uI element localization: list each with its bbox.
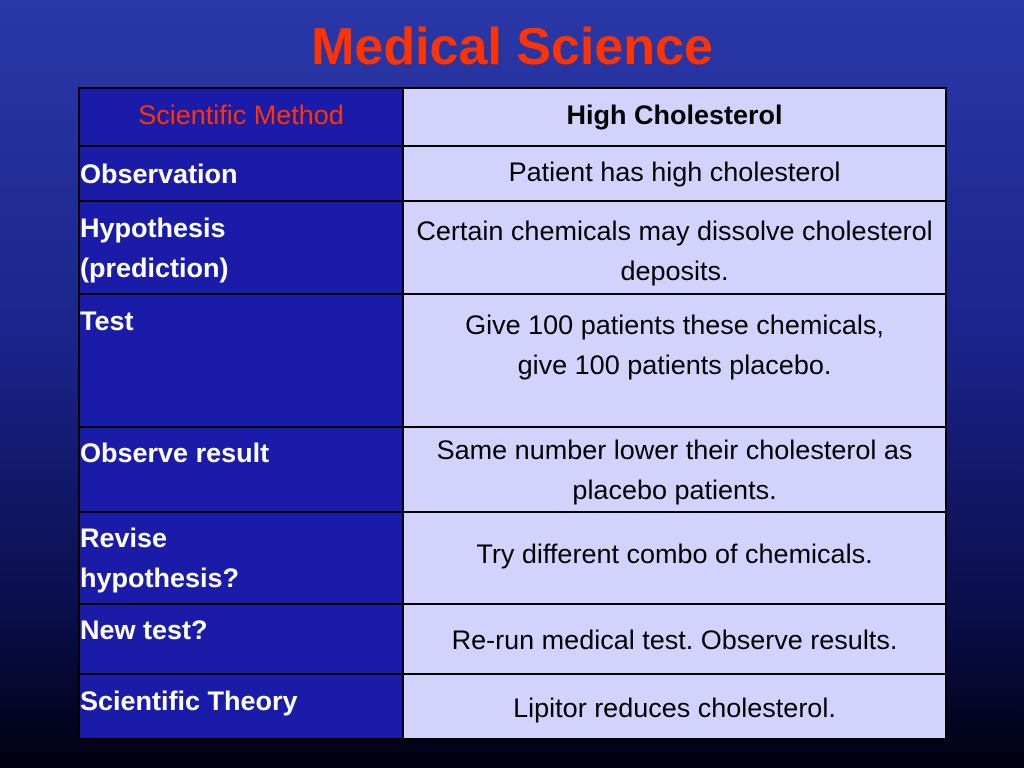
row-example: Lipitor reduces cholesterol.: [403, 674, 946, 739]
header-method: Scientific Method: [79, 88, 403, 146]
row-example: Try different combo of chemicals.: [403, 512, 946, 604]
table-row: [79, 294, 946, 427]
row-step: Hypothesis (prediction): [79, 201, 403, 294]
row-step: Observe result: [79, 427, 403, 512]
row-example: Same number lower their cholesterol as placebo patients.: [403, 427, 946, 512]
row-step: Revise hypothesis?: [79, 512, 403, 604]
table-row: [79, 512, 946, 604]
method-table: [78, 87, 947, 740]
table-row: [79, 201, 946, 294]
row-step: New test?: [79, 604, 403, 674]
table-row: [79, 146, 946, 201]
header-example: High Cholesterol: [403, 88, 946, 146]
table-row: [79, 604, 946, 674]
row-step: Observation: [79, 146, 403, 201]
table-row: [79, 427, 946, 512]
row-example: Patient has high cholesterol: [403, 146, 946, 201]
page-title: Medical Science: [311, 18, 713, 76]
table-header-row: [79, 88, 946, 146]
row-step: Scientific Theory: [79, 674, 403, 739]
row-example: Certain chemicals may dissolve cholesterol deposits.: [403, 201, 946, 294]
row-example: Re-run medical test. Observe results.: [403, 604, 946, 674]
row-example: Give 100 patients these chemicals, give 100 patients placebo.: [403, 294, 946, 427]
table-row: [79, 674, 946, 739]
row-step: Test: [79, 294, 403, 427]
